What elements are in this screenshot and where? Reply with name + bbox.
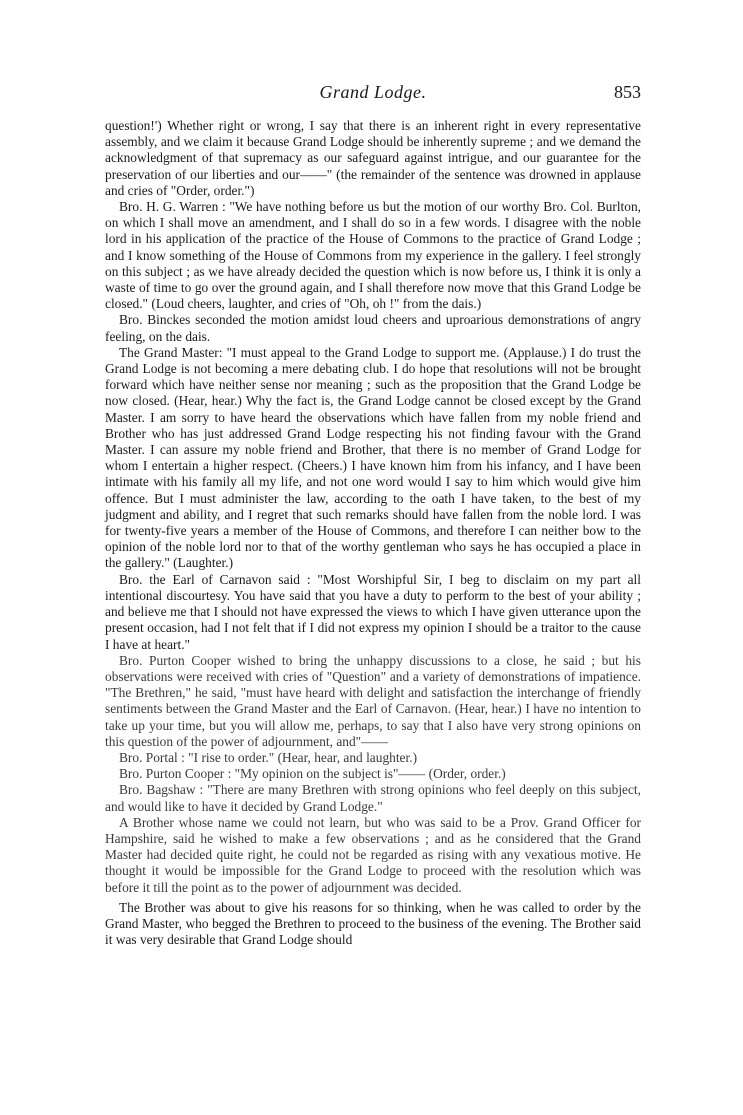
paragraph: The Brother was about to give his reasons for so thinking, when he was called to order by the Grand Master, who begged the Brethren to proceed to the business of the evening. The Brother said it was very desirable that Grand Lodge should xyxy=(105,899,641,948)
paragraph: A Brother whose name we could not learn, but who was said to be a Prov. Grand Officer for Hampshire, said he wished to make a few observations ; and as he considered that the Grand Master had decided quite right, he could not be regarded as rising with any vexatious motive. He thought it would be impossible for the Grand Lodge to proceed with the resolution which was before it till the point as to the power of adjournment was decided. xyxy=(105,814,641,895)
page-number: 853 xyxy=(614,82,641,102)
paragraph: Bro. Binckes seconded the motion amidst loud cheers and uproarious demonstrations of angry feeling, on the dais. xyxy=(105,312,641,344)
paragraph: Bro. Portal : "I rise to order." (Hear, hear, and laughter.) xyxy=(119,749,418,765)
paragraph: Bro. the Earl of Carnavon said : "Most Worshipful Sir, I beg to disclaim on my part all intentional discourtesy. You have said that you have a duty to perform to the best of your ability ; and believe me that I should not have expressed the views to which I have given utterance upon the present occasion, had I not felt that if I did not express my opinion I should be a traitor to the cause I have at heart." xyxy=(105,571,641,652)
paragraph: Bro. Purton Cooper wished to bring the unhappy discussions to a close, he said ; but his observations were received with cries of "Question" and a variety of demonstrations of impatience. "The Brethren," he said, "must have heard with delight and satisfaction the interchange of friendly sentiments between the Grand Master and the Earl of Carnavon. (Hear, hear.) I have no intention to take up your time, but you will allow me, perhaps, to say that I also have very strong opinions on this question of the power of adjournment, and"—— xyxy=(105,652,641,749)
page-header xyxy=(105,82,641,108)
paragraph: The Grand Master: "I must appeal to the Grand Lodge to support me. (Applause.) I do trust the Grand Lodge is not becoming a mere debating club. I do hope that resolutions will not be brought forward which have neither sense nor meaning ; such as the proposition that the Grand Lodge be now closed. (Hear, hear.) Why the fact is, the Grand Lodge cannot be closed except by the Grand Master. I am sorry to have heard the observations which have fallen from my noble friend and Brother who has just addressed Grand Lodge respecting his not finding favour with the Grand Master. I can assure my noble friend and Brother, that there is no member of Grand Lodge for whom I entertain a higher respect. (Cheers.) I have known him from his infancy, and I have been intimate with his family all my life, and not one word would I say to him which would give him offence. But I must administer the law, according to the oath I have taken, to the best of my judgment and ability, and I regret that such remarks should have fallen from the noble lord. I was for twenty-five years a member of the House of Commons, and therefore I can neither bow to the opinion of the noble lord nor to that of the worthy gentleman who says he has occupied a place in the gallery." (Laughter.) xyxy=(105,344,641,571)
paragraph: question!') Whether right or wrong, I say that there is an inherent right in every representative assembly, and we claim it because Grand Lodge should be inherently supreme ; and we demand the acknowledgment of that supremacy as our safeguard against intrigue, and our guarantee for the preservation of our liberties and our——" (the remainder of the sentence was drowned in applause and cries of "Order, order.") xyxy=(105,118,641,198)
paragraph: Bro. Bagshaw : "There are many Brethren with strong opinions who feel deeply on this subject, and would like to have it decided by Grand Lodge." xyxy=(105,782,641,814)
page xyxy=(105,82,641,948)
article-body xyxy=(105,118,641,948)
running-title: Grand Lodge. xyxy=(319,82,427,102)
paragraph: Bro. H. G. Warren : "We have nothing before us but the motion of our worthy Bro. Col. Burlton, on which I shall move an amendment, and I shall do so in a few words. I disagree with the noble lord in his application of the practice of the House of Commons to the practice of Grand Lodge ; and I know something of the House of Commons from my experience in the gallery. I feel strongly on this subject ; as we have already decided the question which is now before us, I think it is only a waste of time to go over the ground again, and I shall therefore now move that this Grand Lodge be closed." (Loud cheers, laughter, and cries of "Oh, oh !" from the dais.) xyxy=(105,199,641,312)
paragraph: Bro. Purton Cooper : "My opinion on the subject is"—— (Order, order.) xyxy=(119,766,506,782)
